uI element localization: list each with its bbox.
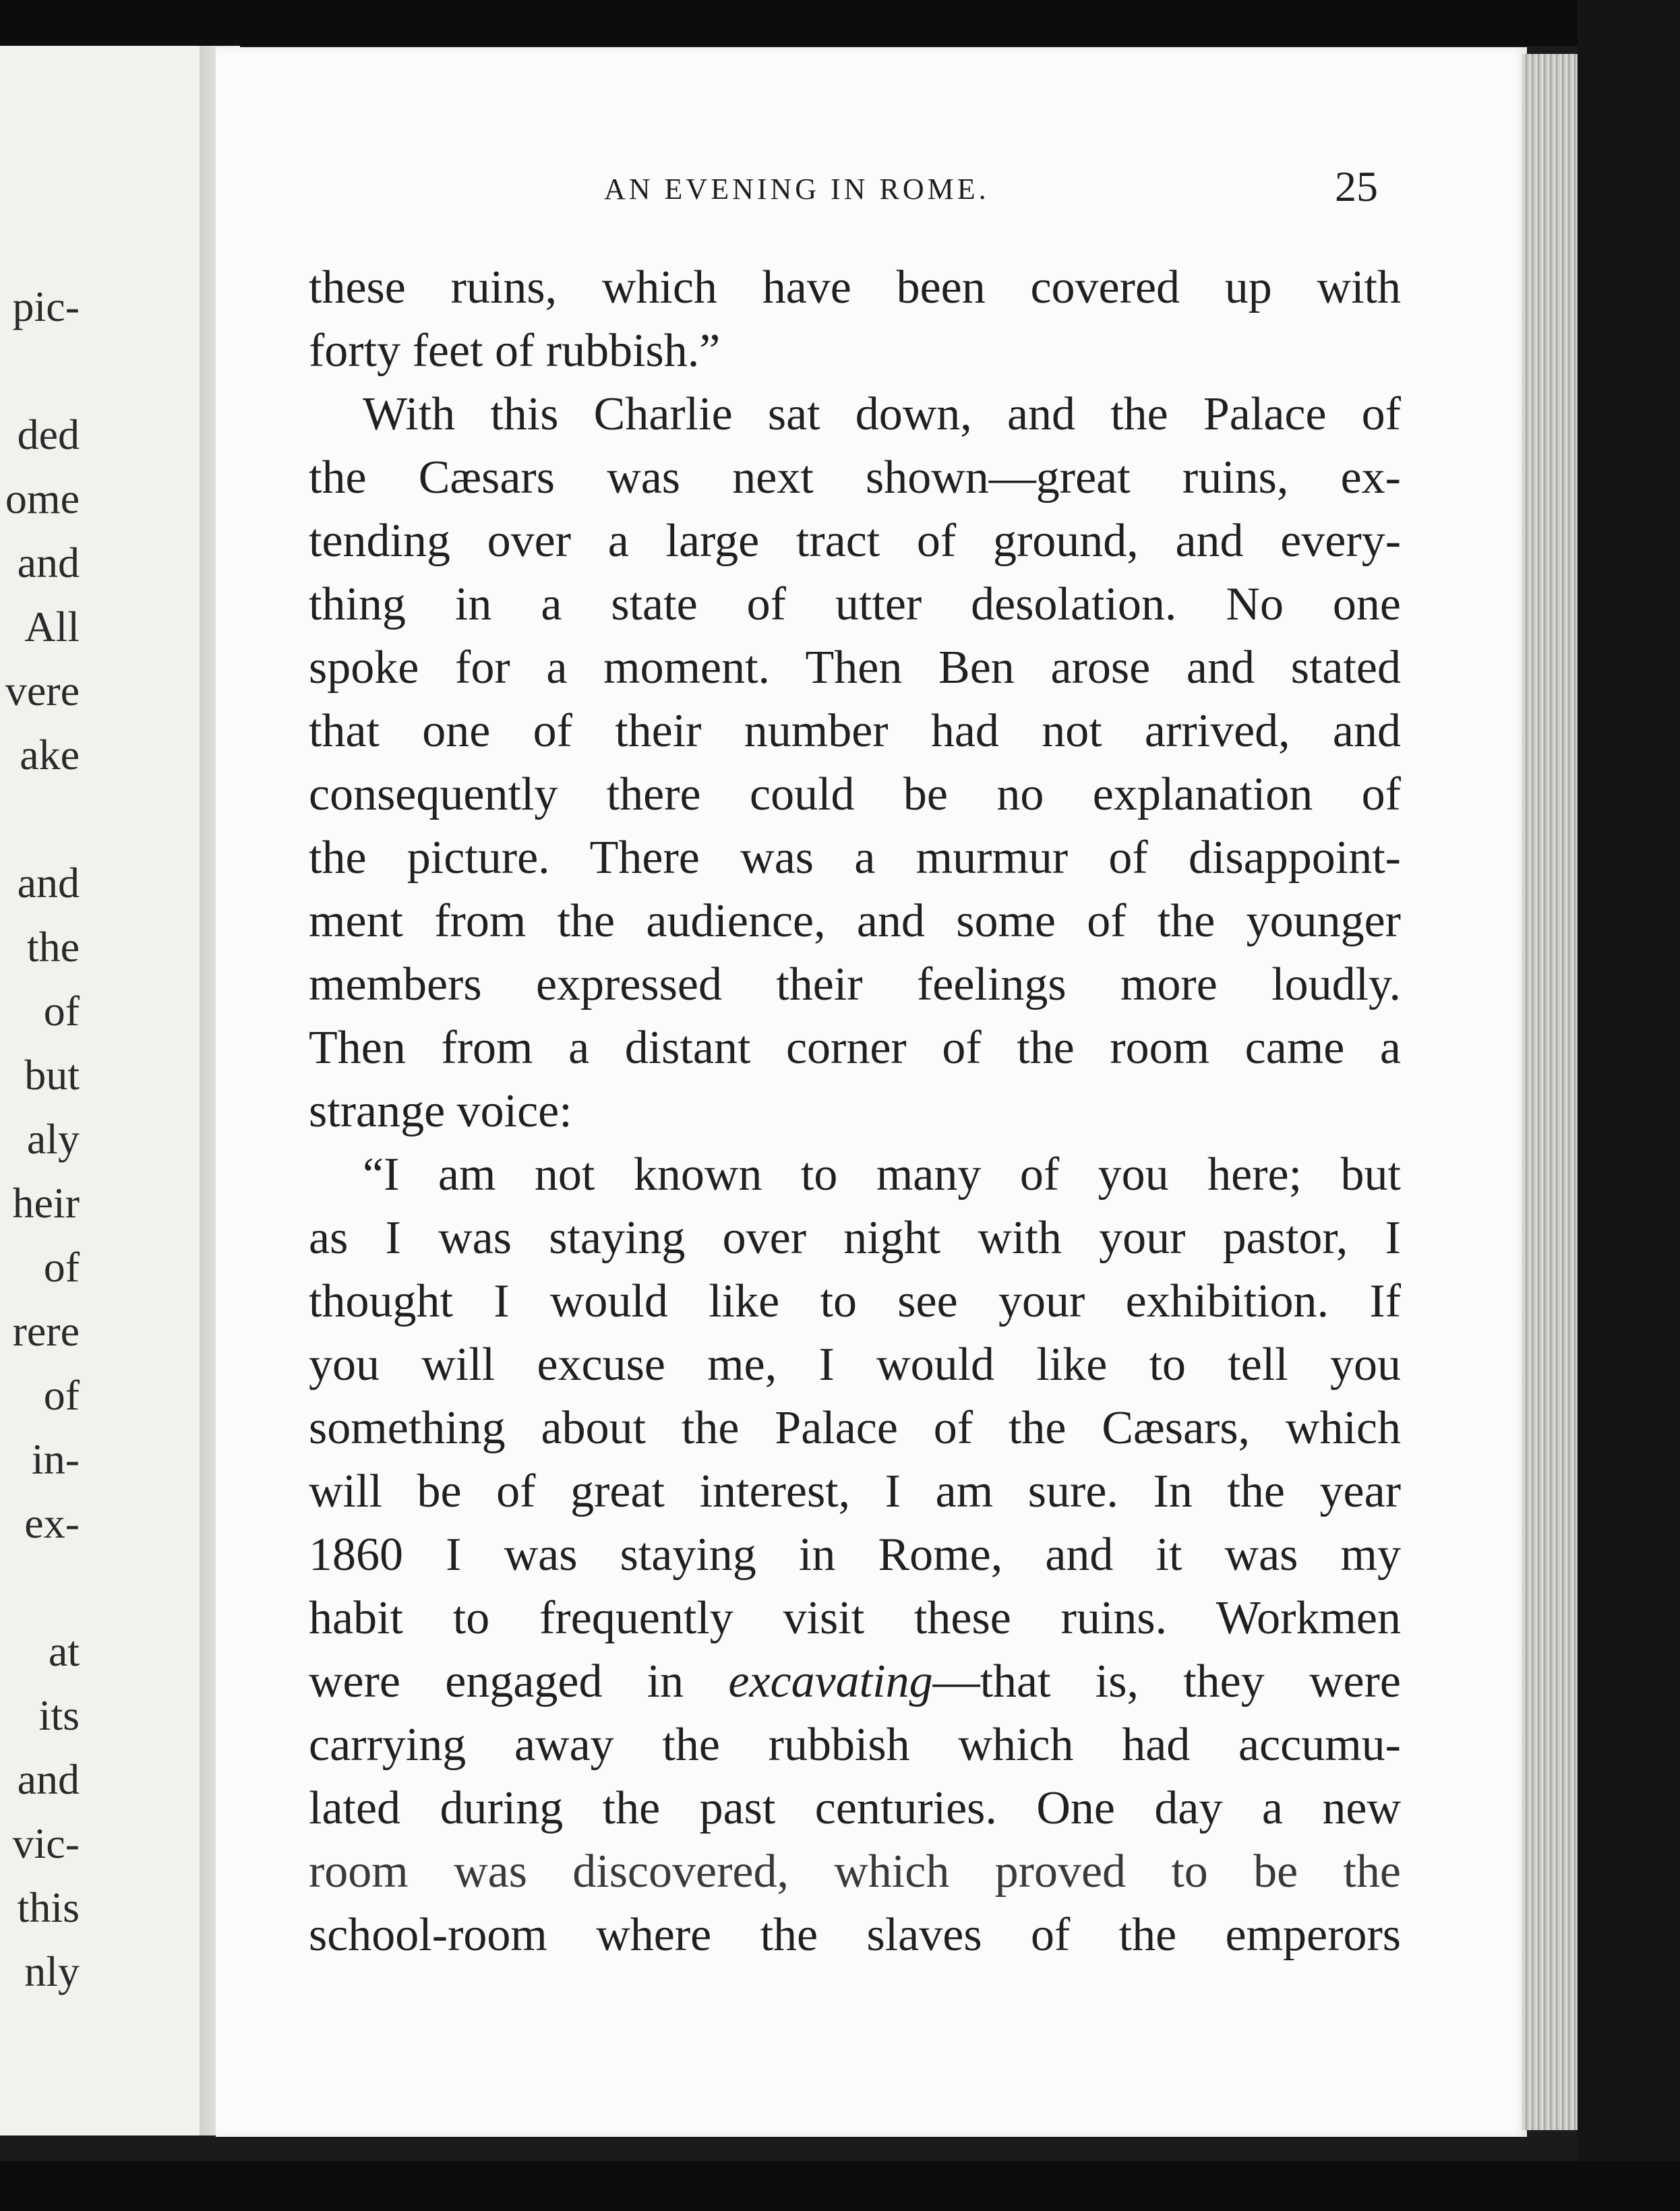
left-page-fragment: heir xyxy=(12,1179,80,1227)
left-page-fragment: in- xyxy=(31,1435,80,1483)
left-page-fragment: All xyxy=(24,603,80,650)
text-line: will be of great interest, I am sure. In the year xyxy=(309,1465,1401,1517)
text-line: were engaged in excavating—that is, they were xyxy=(309,1656,1401,1707)
text-line: members expressed their feelings more loudly. xyxy=(309,959,1401,1010)
left-page-fragment: aly xyxy=(26,1115,80,1163)
left-page-fragment: at xyxy=(48,1627,80,1675)
text-line: something about the Palace of the Cæsars, which xyxy=(309,1402,1401,1454)
text-line: With this Charlie sat down, and the Palace of xyxy=(363,388,1401,440)
left-page-fragment: the xyxy=(26,923,80,971)
left-page-fragment: of xyxy=(43,987,80,1035)
text-line: lated during the past centuries. One day a new xyxy=(309,1782,1401,1834)
facing-page-left xyxy=(0,46,204,2136)
text-line: ment from the audience, and some of the younger xyxy=(309,895,1401,947)
text-line: tending over a large tract of ground, and every- xyxy=(309,515,1401,567)
text-line: school-room where the slaves of the emperors xyxy=(309,1909,1401,1961)
left-page-fragment: of xyxy=(43,1371,80,1419)
scan-border-top xyxy=(0,0,1680,46)
left-page-fragment: and xyxy=(17,859,80,907)
left-page-fragment: but xyxy=(24,1051,80,1099)
page-number: 25 xyxy=(1335,162,1378,210)
left-page-fragment: ex- xyxy=(24,1499,80,1547)
text-line: you will excuse me, I would like to tell you xyxy=(309,1339,1401,1391)
text-line: habit to frequently visit these ruins. Workmen xyxy=(309,1592,1401,1644)
scan-border-bottom xyxy=(0,2161,1680,2211)
text-line: thought I would like to see your exhibition. If xyxy=(309,1275,1401,1327)
text-line: “I am not known to many of you here; but xyxy=(363,1149,1401,1201)
text-line: as I was staying over night with your pastor, I xyxy=(309,1212,1401,1264)
running-head: AN EVENING IN ROME. xyxy=(604,173,990,206)
text-line: thing in a state of utter desolation. No one xyxy=(309,578,1401,630)
left-page-line-fragments xyxy=(0,46,80,2136)
text-line: the picture. There was a murmur of disappoint- xyxy=(309,832,1401,884)
text-line: the Cæsars was next shown—great ruins, ex- xyxy=(309,452,1401,504)
text-line: consequently there could be no explanation of xyxy=(309,768,1401,820)
left-page-fragment: and xyxy=(17,1755,80,1803)
text-line: carrying away the rubbish which had accumu- xyxy=(309,1719,1401,1771)
left-page-fragment: this xyxy=(17,1883,80,1931)
left-page-fragment: pic- xyxy=(12,282,80,330)
scan-border-right xyxy=(1578,0,1680,2211)
text-line: 1860 I was staying in Rome, and it was my xyxy=(309,1529,1401,1581)
text-line: Then from a distant corner of the room came a xyxy=(309,1022,1401,1074)
text-line: room was discovered, which proved to be the xyxy=(309,1846,1401,1898)
text-line: spoke for a moment. Then Ben arose and stated xyxy=(309,642,1401,694)
left-page-fragment: ome xyxy=(5,475,80,522)
body-text xyxy=(309,256,1401,1967)
left-page-fragment: its xyxy=(38,1691,80,1739)
text-line: these ruins, which have been covered up with xyxy=(309,262,1401,313)
left-page-fragment: vere xyxy=(5,667,80,715)
text-line: that one of their number had not arrived, and xyxy=(309,705,1401,757)
text-line: strange voice: xyxy=(309,1085,572,1137)
left-page-fragment: nly xyxy=(24,1947,80,1995)
left-page-fragment: ake xyxy=(20,731,80,779)
italic-word: excavating xyxy=(728,1656,933,1707)
text-line: forty feet of rubbish.” xyxy=(309,325,721,377)
left-page-fragment: of xyxy=(43,1243,80,1291)
left-page-fragment: rere xyxy=(12,1307,80,1355)
page-fore-edge xyxy=(1522,54,1578,2130)
left-page-fragment: vic- xyxy=(12,1819,80,1867)
left-page-fragment: ded xyxy=(17,411,80,458)
left-page-fragment: and xyxy=(17,539,80,586)
